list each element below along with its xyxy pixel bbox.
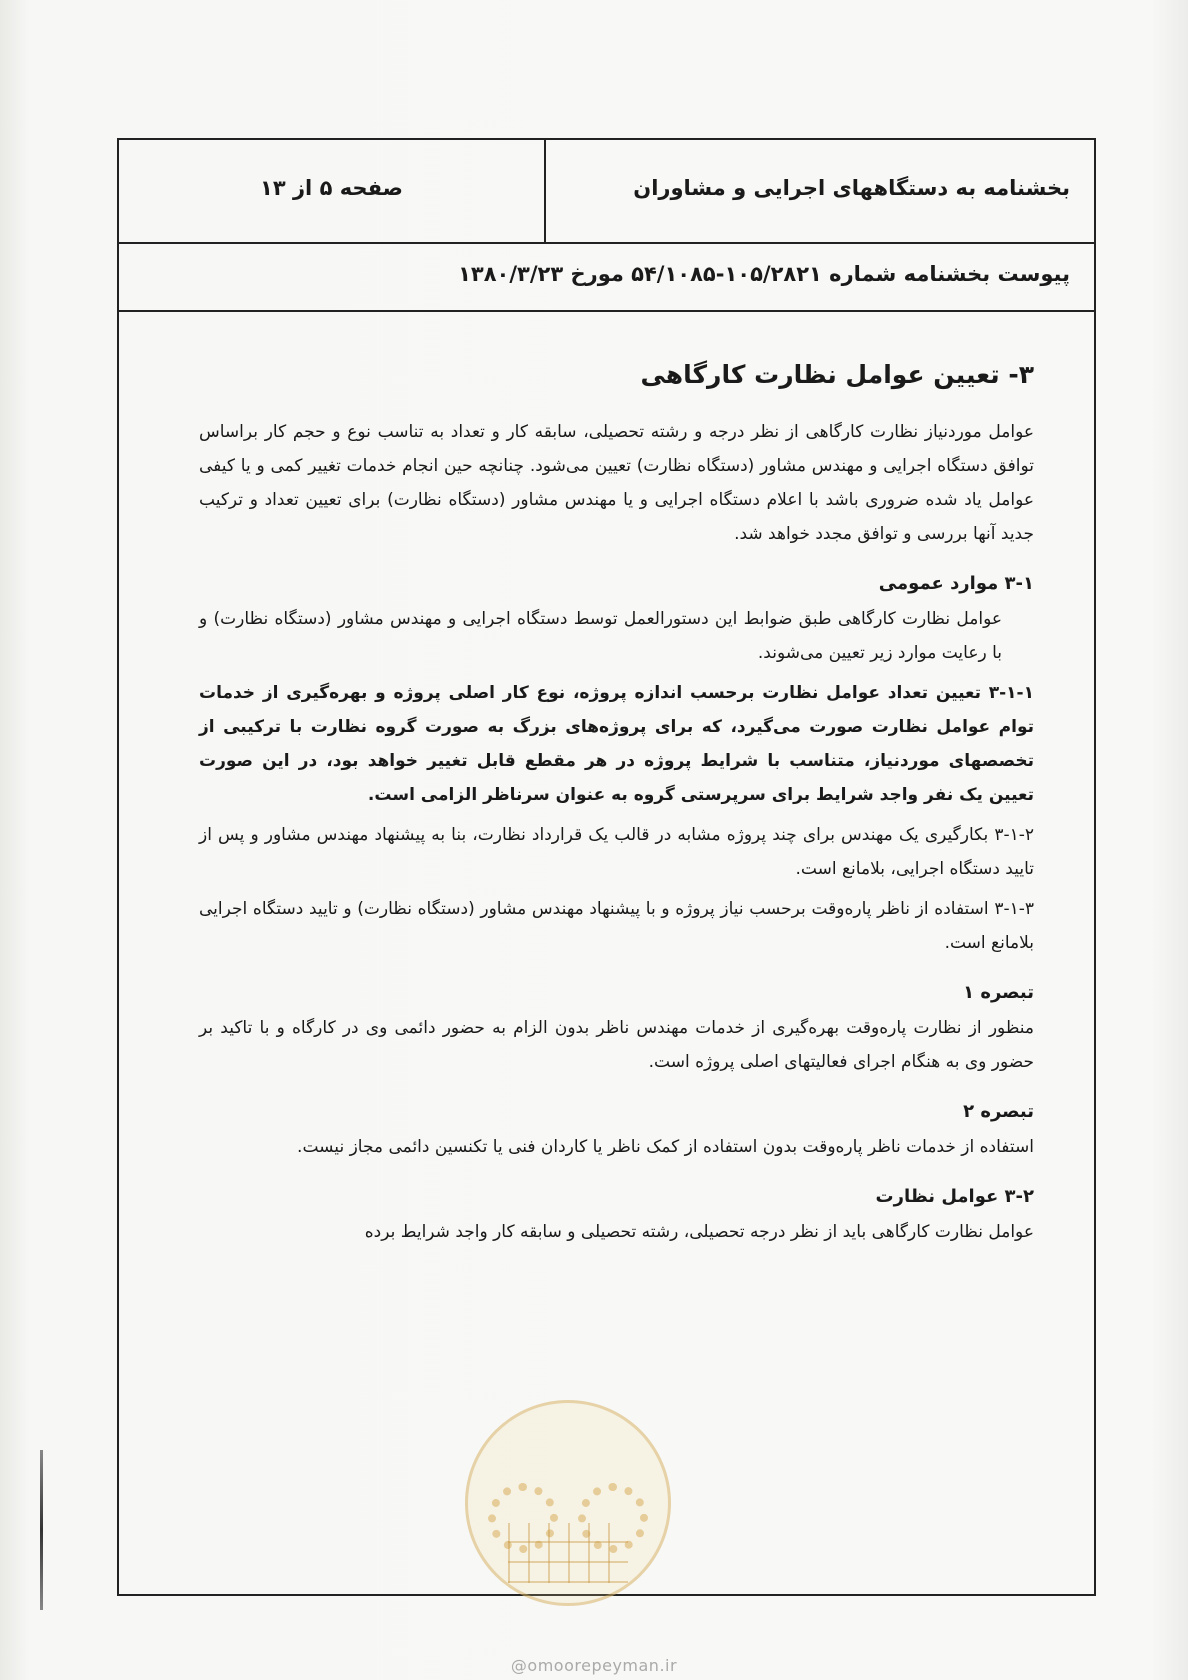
item-3-1-2: ۳-۱-۲ بکارگیری یک مهندس برای چند پروژه مشابه در قالب یک قرارداد نظارت، بنا به پیشنهاد مهندس مشاور و پس از تایید دستگاه اجرایی، بلامانع است. xyxy=(199,825,1034,879)
note-1-title: تبصره ۱ xyxy=(963,982,1034,1003)
page-frame xyxy=(117,138,1096,1596)
section-3-2-title: ۳-۲ عوامل نظارت xyxy=(875,1186,1034,1207)
binding-mark xyxy=(40,1450,43,1610)
item-3-1-1: ۳-۱-۱ تعیین تعداد عوامل نظارت برحسب اندازه پروژه، نوع کار اصلی پروژه و بهره‌گیری از خدمات توام عوامل نظارت صورت می‌گیرد، که برای پروژه‌های بزرگ به صورت گروه نظارت با ترکیبی از تخصصهای موردنیاز، متناسب با شرایط پروژه در هر مقطع قابل تغییر خواهد بود، در این صورت تعیین یک نفر واجد شرایط برای سرپرستی گروه به عنوان سرناظر الزامی است. xyxy=(199,683,1034,805)
footer-url: @omoorepeyman.ir xyxy=(510,1656,678,1675)
watermark-seal xyxy=(465,1400,671,1606)
note-1-text: منظور از نظارت پاره‌وقت بهره‌گیری از خدمات مهندس ناظر بدون الزام به حضور دائمی وی در کارگاه و با تاکید بر حضور وی به هنگام اجرای فعالیتهای اصلی پروژه است. xyxy=(199,1018,1034,1072)
document-body xyxy=(199,360,1034,1249)
section-3-1-title: ۳-۱ موارد عمومی xyxy=(878,573,1034,594)
page-number: صفحه ۵ از ۱۳ xyxy=(260,176,403,200)
annex-reference: پیوست بخشنامه شماره ۱۰۵/۲۸۲۱-۵۴/۱۰۸۵ مورخ ۱۳۸۰/۳/۲۳ xyxy=(458,262,1070,286)
section-3-text: عوامل موردنیاز نظارت کارگاهی از نظر درجه و رشته تحصیلی، سابقه کار و تعداد به تناسب نوع و حجم کار براساس توافق دستگاه اجرایی و مهندس مشاور (دستگاه نظارت) تعیین می‌شود. چنانچه حین انجام خدمات تغییر کمی و یا کیفی عوامل یاد شده ضروری باشد با اعلام دستگاه اجرایی و یا مهندس مشاور (دستگاه نظارت) برای تعیین تعداد و ترکیب جدید آنها بررسی و توافق مجدد خواهد شد. xyxy=(199,422,1034,544)
section-3-title: ۳- تعیین عوامل نظارت کارگاهی xyxy=(640,360,1034,389)
section-3-1-text: عوامل نظارت کارگاهی طبق ضوابط این دستورالعمل توسط دستگاه اجرایی و مهندس مشاور (دستگاه نظارت) و با رعایت موارد زیر تعیین می‌شوند. xyxy=(199,609,1002,663)
item-3-1-3: ۳-۱-۳ استفاده از ناظر پاره‌وقت برحسب نیاز پروژه و با پیشنهاد مهندس مشاور (دستگاه نظارت) و تایید دستگاه اجرایی بلامانع است. xyxy=(199,899,1034,953)
circular-title: بخشنامه به دستگاههای اجرایی و مشاوران xyxy=(633,176,1070,200)
annex-row xyxy=(119,244,1094,312)
header-row xyxy=(119,140,1094,244)
header-divider xyxy=(544,140,546,242)
note-2-title: تبصره ۲ xyxy=(963,1101,1034,1122)
section-3-2-text: عوامل نظارت کارگاهی باید از نظر درجه تحصیلی، رشته تحصیلی و سابقه کار واجد شرایط برده xyxy=(364,1222,1034,1242)
watermark-grid-icon xyxy=(508,1523,628,1583)
note-2-text: استفاده از خدمات ناظر پاره‌وقت بدون استفاده از کمک ناظر یا کاردان فنی یا تکنسین دائمی مجاز نیست. xyxy=(297,1137,1034,1157)
